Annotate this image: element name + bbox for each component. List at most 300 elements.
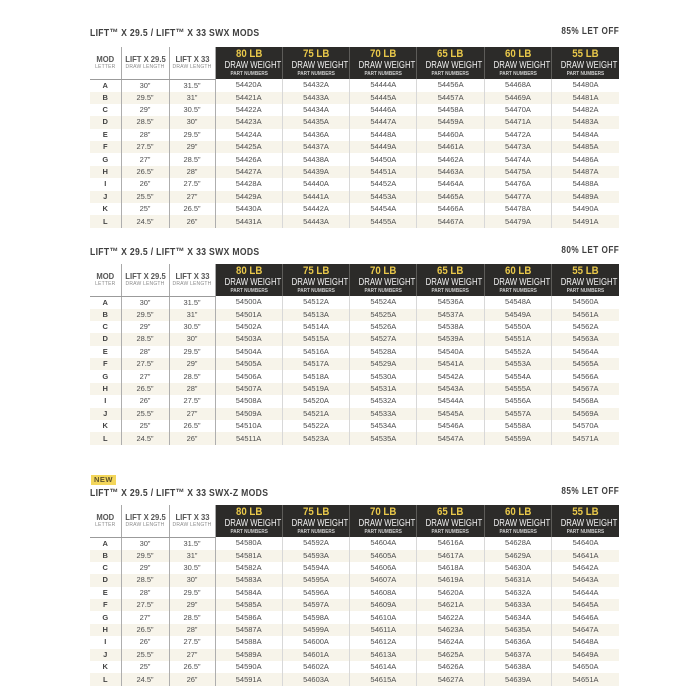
part-number-cell: 54503A bbox=[215, 333, 282, 345]
lift-33-draw-length-header-sublabel: DRAW LENGTH bbox=[172, 64, 212, 71]
lift-33-length-cell: 27” bbox=[169, 408, 215, 420]
part-number-cell: 54618A bbox=[417, 562, 484, 574]
part-number-cell: 54512A bbox=[282, 296, 349, 309]
part-number-cell: 54600A bbox=[282, 636, 349, 648]
part-number-cell: 54467A bbox=[417, 215, 484, 227]
part-number-cell: 54429A bbox=[215, 191, 282, 203]
draw-weight-label: DRAW WEIGHT bbox=[291, 516, 349, 529]
part-number-cell: 54594A bbox=[282, 562, 349, 574]
part-number-cell: 54504A bbox=[215, 346, 282, 358]
lift-33-length-cell: 27.5” bbox=[169, 636, 215, 648]
mod-letter-cell: C bbox=[90, 562, 121, 574]
part-number-cell: 54638A bbox=[484, 661, 551, 673]
part-number-cell: 54567A bbox=[552, 383, 619, 395]
part-number-cell: 54464A bbox=[417, 178, 484, 190]
part-numbers-label: PART NUMBERS bbox=[499, 70, 537, 77]
lift-33-length-cell: 30” bbox=[169, 333, 215, 345]
lift-29-5-length-cell: 25.5” bbox=[121, 408, 169, 420]
header-row bbox=[90, 47, 619, 79]
draw-weight-label: DRAW WEIGHT bbox=[224, 275, 281, 288]
part-number-cell: 54517A bbox=[282, 358, 349, 370]
section-header bbox=[90, 245, 619, 264]
draw-weight-label: DRAW WEIGHT bbox=[493, 516, 551, 529]
part-number-cell: 54516A bbox=[282, 346, 349, 358]
table-row bbox=[90, 141, 619, 153]
lift-29-5-length-cell: 30” bbox=[121, 79, 169, 92]
part-number-cell: 54445A bbox=[350, 92, 417, 104]
lift-33-length-cell: 28” bbox=[169, 166, 215, 178]
draw-weight-value: 65 LB bbox=[437, 47, 464, 60]
mod-letter-header-label: MOD bbox=[96, 271, 115, 282]
draw-weight-60lb-header bbox=[484, 264, 551, 296]
lift-29-5-length-cell: 26.5” bbox=[121, 383, 169, 395]
table-row bbox=[90, 649, 619, 661]
table-row bbox=[90, 636, 619, 648]
part-number-cell: 54626A bbox=[417, 661, 484, 673]
part-number-cell: 54533A bbox=[350, 408, 417, 420]
lift-33-length-cell: 28.5” bbox=[169, 370, 215, 382]
part-number-cell: 54491A bbox=[552, 215, 619, 227]
part-number-cell: 54616A bbox=[417, 537, 484, 550]
part-number-cell: 54458A bbox=[417, 104, 484, 116]
lift-29-5-length-cell: 28.5” bbox=[121, 574, 169, 586]
mod-letter-cell: I bbox=[90, 636, 121, 648]
part-number-cell: 54619A bbox=[417, 574, 484, 586]
table-row bbox=[90, 383, 619, 395]
part-number-cell: 54521A bbox=[282, 408, 349, 420]
mod-letter-cell: F bbox=[90, 358, 121, 370]
part-numbers-label: PART NUMBERS bbox=[566, 70, 605, 77]
part-number-cell: 54463A bbox=[417, 166, 484, 178]
part-number-cell: 54523A bbox=[282, 432, 349, 444]
mod-letter-cell: G bbox=[90, 611, 121, 623]
mod-letter-cell: F bbox=[90, 599, 121, 611]
part-number-cell: 54569A bbox=[552, 408, 619, 420]
lift-33-draw-length-header bbox=[169, 47, 215, 79]
table-row bbox=[90, 203, 619, 215]
draw-weight-value: 70 LB bbox=[370, 264, 397, 277]
part-number-cell: 54623A bbox=[417, 624, 484, 636]
draw-weight-label: DRAW WEIGHT bbox=[358, 275, 416, 288]
lift-29-5-length-cell: 28” bbox=[121, 346, 169, 358]
part-number-cell: 54604A bbox=[350, 537, 417, 550]
part-number-cell: 54586A bbox=[215, 611, 282, 623]
lift-33-draw-length-header-label: LIFT X 33 bbox=[174, 271, 210, 282]
part-number-cell: 54559A bbox=[484, 432, 551, 444]
draw-weight-value: 55 LB bbox=[572, 505, 599, 518]
part-number-cell: 54583A bbox=[215, 574, 282, 586]
lift-33-length-cell: 26.5” bbox=[169, 661, 215, 673]
draw-weight-label: DRAW WEIGHT bbox=[291, 58, 349, 71]
table-row bbox=[90, 537, 619, 550]
lift-29-5-length-cell: 27” bbox=[121, 611, 169, 623]
part-number-cell: 54532A bbox=[350, 395, 417, 407]
lift-33-length-cell: 26” bbox=[169, 673, 215, 685]
mod-letter-cell: J bbox=[90, 649, 121, 661]
draw-weight-value: 80 LB bbox=[235, 264, 262, 277]
part-number-table bbox=[90, 47, 619, 228]
part-number-cell: 54489A bbox=[552, 191, 619, 203]
draw-weight-value: 75 LB bbox=[302, 264, 330, 277]
part-number-cell: 54482A bbox=[572, 105, 599, 115]
table-row bbox=[90, 420, 619, 432]
part-number-cell: 54601A bbox=[282, 649, 349, 661]
lift-33-length-cell: 26.5” bbox=[169, 203, 215, 215]
swx-mods-85-let-off-section bbox=[90, 26, 619, 228]
mod-letter-cell: E bbox=[90, 346, 121, 358]
part-number-cell: 54637A bbox=[484, 649, 551, 661]
part-number-cell: 54557A bbox=[484, 408, 551, 420]
table-row bbox=[90, 129, 619, 141]
mod-letter-cell: H bbox=[90, 383, 121, 395]
lift-29-5-length-cell: 29.5” bbox=[121, 309, 169, 321]
mod-letter-cell: H bbox=[90, 624, 121, 636]
part-number-cell: 54610A bbox=[350, 611, 417, 623]
lift-29-5-length-cell: 26” bbox=[121, 178, 169, 190]
part-number-cell: 54543A bbox=[417, 383, 484, 395]
lift-29-5-length-cell: 26.5” bbox=[121, 624, 169, 636]
part-number-cell: 54455A bbox=[350, 215, 417, 227]
part-numbers-label: PART NUMBERS bbox=[431, 287, 470, 294]
table-row bbox=[90, 346, 619, 358]
part-number-cell: 54649A bbox=[552, 649, 619, 661]
part-number-cell: 54474A bbox=[484, 153, 551, 165]
let-off-label: 80% LET OFF bbox=[561, 244, 619, 256]
table-row bbox=[90, 104, 619, 116]
part-number-cell: 54595A bbox=[282, 574, 349, 586]
part-number-cell: 54437A bbox=[282, 141, 349, 153]
lift-29-5-length-cell: 27.5” bbox=[121, 358, 169, 370]
table-row bbox=[90, 191, 619, 203]
draw-weight-70lb-header bbox=[350, 47, 417, 79]
lift-29-5-length-cell: 27” bbox=[121, 370, 169, 382]
lift-33-length-cell: 27” bbox=[169, 649, 215, 661]
lift-29-5-length-cell: 28” bbox=[121, 129, 169, 141]
part-number-cell: 54511A bbox=[215, 432, 282, 444]
part-number-cell: 54430A bbox=[215, 203, 282, 215]
part-number-cell: 54446A bbox=[350, 104, 417, 116]
lift-29-5-length-cell: 25.5” bbox=[121, 191, 169, 203]
lift-29-5-length-cell: 27.5” bbox=[121, 599, 169, 611]
part-number-cell: 54551A bbox=[484, 333, 551, 345]
part-number-cell: 54634A bbox=[484, 611, 551, 623]
part-number-cell: 54633A bbox=[484, 599, 551, 611]
table-row bbox=[90, 370, 619, 382]
part-number-cell: 54486A bbox=[572, 154, 599, 164]
lift-29-5-length-cell: 30” bbox=[121, 296, 169, 309]
part-number-cell: 54438A bbox=[282, 153, 349, 165]
part-number-cell: 54473A bbox=[484, 141, 551, 153]
part-number-cell: 54443A bbox=[282, 215, 349, 227]
part-number-cell: 54650A bbox=[572, 662, 599, 672]
part-number-cell: 54645A bbox=[552, 599, 619, 611]
draw-weight-value: 75 LB bbox=[302, 505, 330, 518]
part-number-cell: 54592A bbox=[282, 537, 349, 550]
lift-29-5-length-cell: 27” bbox=[121, 153, 169, 165]
table-row bbox=[90, 408, 619, 420]
part-numbers-label: PART NUMBERS bbox=[431, 70, 470, 77]
lift-33-length-cell: 28.5” bbox=[169, 153, 215, 165]
part-number-cell: 54487A bbox=[552, 166, 619, 178]
part-number-cell: 54580A bbox=[215, 537, 282, 550]
part-number-cell: 54611A bbox=[350, 624, 417, 636]
lift-29-5-length-cell: 28.5” bbox=[121, 333, 169, 345]
part-number-cell: 54544A bbox=[417, 395, 484, 407]
part-number-cell: 54509A bbox=[215, 408, 282, 420]
part-number-cell: 54513A bbox=[282, 309, 349, 321]
table-row bbox=[90, 309, 619, 321]
lift-33-length-cell: 31.5” bbox=[169, 537, 215, 550]
part-number-cell: 54508A bbox=[215, 395, 282, 407]
part-number-cell: 54422A bbox=[215, 104, 282, 116]
lift-33-length-cell: 29” bbox=[169, 141, 215, 153]
part-number-cell: 54471A bbox=[484, 116, 551, 128]
draw-weight-60lb-header bbox=[484, 47, 551, 79]
part-number-cell: 54622A bbox=[417, 611, 484, 623]
table-header bbox=[90, 264, 619, 296]
part-numbers-label: PART NUMBERS bbox=[364, 528, 402, 535]
table-row bbox=[90, 395, 619, 407]
part-number-cell: 54442A bbox=[282, 203, 349, 215]
lift-33-length-cell: 31.5” bbox=[169, 296, 215, 309]
part-number-cell: 54558A bbox=[484, 420, 551, 432]
part-number-cell: 54548A bbox=[484, 296, 551, 309]
mod-letter-header-sublabel: LETTER bbox=[95, 281, 116, 288]
lift-29-5-draw-length-header-sublabel: DRAW LENGTH bbox=[125, 522, 165, 529]
table-row bbox=[90, 673, 619, 685]
section-title: LIFT™ X 29.5 / LIFT™ X 33 SWX MODS bbox=[90, 27, 260, 39]
part-number-cell: 54629A bbox=[484, 550, 551, 562]
lift-33-draw-length-header-sublabel: DRAW LENGTH bbox=[172, 522, 212, 529]
mod-letter-cell: D bbox=[90, 574, 121, 586]
draw-weight-55lb-header bbox=[552, 47, 619, 79]
draw-weight-70lb-header bbox=[350, 505, 417, 537]
lift-29-5-length-cell: 26.5” bbox=[121, 166, 169, 178]
mod-letter-header-label: MOD bbox=[96, 512, 115, 523]
part-number-cell: 54620A bbox=[417, 587, 484, 599]
lift-29-5-length-cell: 29” bbox=[121, 562, 169, 574]
part-number-cell: 54441A bbox=[282, 191, 349, 203]
part-number-cell: 54432A bbox=[282, 79, 349, 92]
mod-letter-cell: B bbox=[90, 92, 121, 104]
part-number-cell: 54424A bbox=[215, 129, 282, 141]
part-number-cell: 54510A bbox=[215, 420, 282, 432]
table-row bbox=[90, 178, 619, 190]
table-body bbox=[90, 79, 619, 228]
table-header bbox=[90, 505, 619, 537]
part-number-cell: 54434A bbox=[282, 104, 349, 116]
lift-29-5-draw-length-header bbox=[121, 505, 169, 537]
part-numbers-label: PART NUMBERS bbox=[229, 287, 268, 294]
lift-29-5-length-cell: 24.5” bbox=[121, 432, 169, 444]
table-row bbox=[90, 432, 619, 444]
part-number-cell: 54582A bbox=[215, 562, 282, 574]
draw-weight-80lb-header bbox=[215, 47, 282, 79]
part-number-cell: 54612A bbox=[350, 636, 417, 648]
draw-weight-80lb-header bbox=[215, 264, 282, 296]
part-number-cell: 54648A bbox=[572, 637, 599, 647]
lift-29-5-length-cell: 26” bbox=[121, 395, 169, 407]
lift-29-5-draw-length-header-sublabel: DRAW LENGTH bbox=[125, 64, 165, 71]
part-number-cell: 54444A bbox=[350, 79, 417, 92]
mod-letter-cell: A bbox=[90, 537, 121, 550]
part-number-cell: 54581A bbox=[215, 550, 282, 562]
part-number-cell: 54545A bbox=[417, 408, 484, 420]
part-number-cell: 54547A bbox=[417, 432, 484, 444]
part-numbers-label: PART NUMBERS bbox=[499, 287, 537, 294]
part-number-cell: 54564A bbox=[572, 346, 599, 356]
part-number-cell: 54640A bbox=[572, 538, 599, 548]
part-number-cell: 54536A bbox=[417, 296, 484, 309]
part-number-cell: 54603A bbox=[282, 673, 349, 685]
part-number-cell: 54542A bbox=[417, 370, 484, 382]
table-row bbox=[90, 116, 619, 128]
lift-33-draw-length-header bbox=[169, 505, 215, 537]
lift-29-5-length-cell: 25.5” bbox=[121, 649, 169, 661]
draw-weight-value: 75 LB bbox=[302, 47, 330, 60]
part-number-cell: 54530A bbox=[350, 370, 417, 382]
part-number-cell: 54448A bbox=[350, 129, 417, 141]
draw-weight-label: DRAW WEIGHT bbox=[426, 275, 483, 288]
part-number-cell: 54606A bbox=[350, 562, 417, 574]
table-body bbox=[90, 296, 619, 445]
part-number-cell: 54461A bbox=[417, 141, 484, 153]
part-number-cell: 54420A bbox=[215, 79, 282, 92]
header-row bbox=[90, 264, 619, 296]
part-number-cell: 54593A bbox=[282, 550, 349, 562]
part-number-cell: 54651A bbox=[552, 673, 619, 685]
mod-letter-cell: L bbox=[90, 673, 121, 685]
part-number-cell: 54514A bbox=[282, 321, 349, 333]
mod-letter-cell: K bbox=[90, 420, 121, 432]
table-row bbox=[90, 661, 619, 673]
lift-33-length-cell: 28” bbox=[169, 624, 215, 636]
draw-weight-value: 55 LB bbox=[572, 47, 599, 60]
part-numbers-label: PART NUMBERS bbox=[566, 287, 605, 294]
lift-29-5-draw-length-header bbox=[121, 264, 169, 296]
table-row bbox=[90, 574, 619, 586]
table-row bbox=[90, 153, 619, 165]
draw-weight-value: 70 LB bbox=[370, 505, 397, 518]
part-number-cell: 54614A bbox=[350, 661, 417, 673]
table-row bbox=[90, 215, 619, 227]
lift-33-length-cell: 27.5” bbox=[169, 395, 215, 407]
new-badge: NEW bbox=[91, 475, 116, 485]
table-row bbox=[90, 562, 619, 574]
mod-letter-cell: G bbox=[90, 153, 121, 165]
part-number-cell: 54501A bbox=[215, 309, 282, 321]
part-number-cell: 54621A bbox=[417, 599, 484, 611]
mod-letter-cell: G bbox=[90, 370, 121, 382]
draw-weight-label: DRAW WEIGHT bbox=[426, 516, 483, 529]
part-number-cell: 54481A bbox=[552, 92, 619, 104]
part-number-cell: 54518A bbox=[282, 370, 349, 382]
mod-letter-header bbox=[90, 505, 121, 537]
mod-letter-cell: J bbox=[90, 408, 121, 420]
part-number-cell: 54469A bbox=[484, 92, 551, 104]
part-number-cell: 54524A bbox=[350, 296, 417, 309]
part-number-cell: 54630A bbox=[484, 562, 551, 574]
part-number-cell: 54625A bbox=[417, 649, 484, 661]
part-number-cell: 54515A bbox=[282, 333, 349, 345]
part-number-cell: 54507A bbox=[215, 383, 282, 395]
lift-33-length-cell: 31” bbox=[169, 309, 215, 321]
lift-33-draw-length-header-sublabel: DRAW LENGTH bbox=[172, 281, 212, 288]
part-number-cell: 54556A bbox=[484, 395, 551, 407]
part-number-cell: 54561A bbox=[552, 309, 619, 321]
part-number-cell: 54468A bbox=[484, 79, 551, 92]
part-number-cell: 54526A bbox=[350, 321, 417, 333]
part-number-cell: 54457A bbox=[417, 92, 484, 104]
lift-33-length-cell: 30” bbox=[169, 574, 215, 586]
part-number-cell: 54615A bbox=[350, 673, 417, 685]
part-number-cell: 54451A bbox=[350, 166, 417, 178]
mod-letter-cell: C bbox=[90, 321, 121, 333]
lift-29-5-draw-length-header-sublabel: DRAW LENGTH bbox=[125, 281, 165, 288]
draw-weight-70lb-header bbox=[350, 264, 417, 296]
part-number-cell: 54428A bbox=[215, 178, 282, 190]
part-number-cell: 54539A bbox=[417, 333, 484, 345]
part-number-cell: 54472A bbox=[484, 129, 551, 141]
part-number-cell: 54555A bbox=[484, 383, 551, 395]
lift-33-length-cell: 31.5” bbox=[169, 79, 215, 92]
table-body bbox=[90, 537, 619, 686]
part-number-table bbox=[90, 264, 619, 445]
part-number-cell: 54456A bbox=[417, 79, 484, 92]
mod-letter-cell: A bbox=[90, 79, 121, 92]
part-numbers-label: PART NUMBERS bbox=[431, 528, 470, 535]
draw-weight-value: 65 LB bbox=[437, 505, 464, 518]
draw-weight-75lb-header bbox=[282, 505, 349, 537]
mod-letter-cell: L bbox=[90, 432, 121, 444]
mod-letter-cell: A bbox=[90, 296, 121, 309]
part-numbers-label: PART NUMBERS bbox=[297, 287, 335, 294]
draw-weight-label: DRAW WEIGHT bbox=[560, 516, 618, 529]
part-number-cell: 54500A bbox=[215, 296, 282, 309]
mod-letter-cell: E bbox=[90, 587, 121, 599]
lift-29-5-length-cell: 26” bbox=[121, 636, 169, 648]
part-number-table bbox=[90, 505, 619, 686]
table-row bbox=[90, 92, 619, 104]
lift-29-5-length-cell: 28” bbox=[121, 587, 169, 599]
part-number-cell: 54641A bbox=[552, 550, 619, 562]
part-number-cell: 54540A bbox=[417, 346, 484, 358]
part-number-cell: 54506A bbox=[215, 370, 282, 382]
table-row bbox=[90, 624, 619, 636]
part-number-cell: 54566A bbox=[572, 371, 599, 381]
part-number-cell: 54459A bbox=[417, 116, 484, 128]
part-number-cell: 54550A bbox=[484, 321, 551, 333]
mod-letter-cell: J bbox=[90, 191, 121, 203]
lift-33-length-cell: 30” bbox=[169, 116, 215, 128]
table-row bbox=[90, 550, 619, 562]
part-number-cell: 54535A bbox=[350, 432, 417, 444]
part-numbers-label: PART NUMBERS bbox=[297, 70, 335, 77]
part-number-cell: 54642A bbox=[572, 563, 599, 573]
part-number-cell: 54449A bbox=[350, 141, 417, 153]
mod-letter-cell: D bbox=[90, 116, 121, 128]
part-number-cell: 54484A bbox=[572, 129, 599, 139]
part-number-cell: 54613A bbox=[350, 649, 417, 661]
draw-weight-65lb-header bbox=[417, 264, 484, 296]
mod-letter-cell: F bbox=[90, 141, 121, 153]
part-number-cell: 54433A bbox=[282, 92, 349, 104]
part-number-cell: 54563A bbox=[552, 333, 619, 345]
draw-weight-value: 70 LB bbox=[370, 47, 397, 60]
draw-weight-75lb-header bbox=[282, 47, 349, 79]
part-numbers-label: PART NUMBERS bbox=[364, 287, 402, 294]
part-number-cell: 54605A bbox=[350, 550, 417, 562]
